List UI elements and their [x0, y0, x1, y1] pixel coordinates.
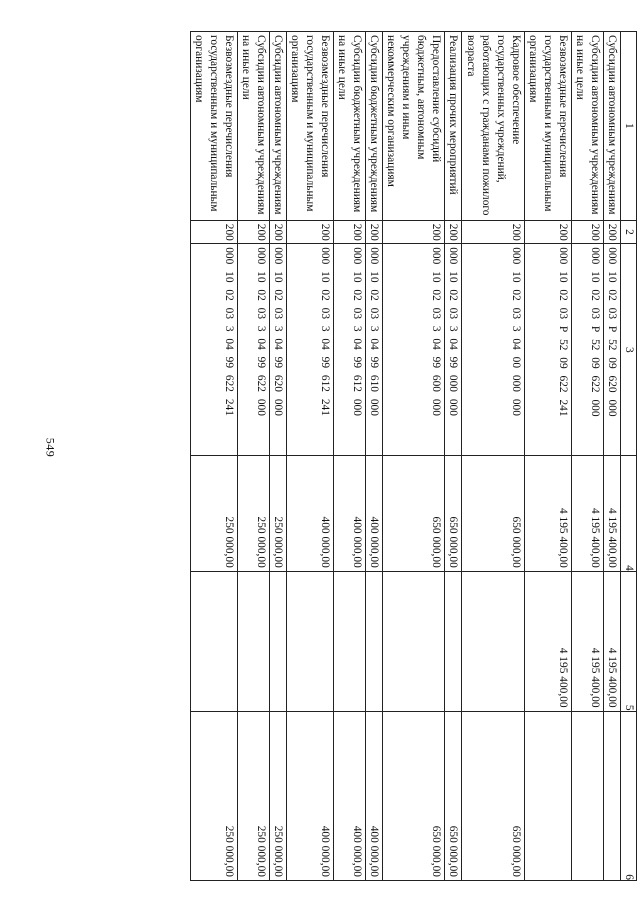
- row-amount-col6-cell: 400 000,00: [366, 711, 383, 880]
- row-amount-col5-cell: 4 195 400,00: [524, 571, 571, 711]
- row-amount-col6-cell: [603, 711, 620, 880]
- row-amount-col5-cell: [269, 571, 286, 711]
- row-name-cell: Субсидии автономным учреждениям: [603, 32, 620, 221]
- row-classification-code-cell: 000 10 02 03 3 04 99 000 000: [445, 244, 462, 456]
- table-row: [286, 32, 333, 881]
- table-row: [190, 32, 237, 881]
- row-amount-col4-cell: 650 000,00: [445, 456, 462, 571]
- row-admin-code-cell: 200: [524, 220, 571, 243]
- row-amount-col4-cell: 250 000,00: [190, 456, 237, 571]
- row-classification-code-cell: 000 10 02 03 Р 52 09 622 000: [571, 244, 603, 456]
- column-header-5: 5: [620, 571, 636, 711]
- column-header-2: 2: [620, 220, 636, 243]
- table-row: [366, 32, 383, 881]
- header-row: [620, 32, 636, 881]
- row-amount-col6-cell: [524, 711, 571, 880]
- row-amount-col6-cell: 650 000,00: [383, 711, 445, 880]
- row-name-cell: Субсидии автономным учреждениям на иные цели: [237, 32, 269, 221]
- row-amount-col5-cell: [334, 571, 366, 711]
- table-row: [445, 32, 462, 881]
- table-body: [190, 32, 620, 881]
- row-amount-col6-cell: 250 000,00: [190, 711, 237, 880]
- row-admin-code-cell: 200: [334, 220, 366, 243]
- row-admin-code-cell: 200: [603, 220, 620, 243]
- budget-table: [190, 31, 637, 881]
- row-name-cell: Безвозмездные перечисления государственным и муниципальным организациям: [286, 32, 333, 221]
- row-name-cell: Субсидии бюджетным учреждениям на иные цели: [334, 32, 366, 221]
- row-amount-col6-cell: 650 000,00: [445, 711, 462, 880]
- row-amount-col6-cell: 250 000,00: [269, 711, 286, 880]
- table-row: [237, 32, 269, 881]
- row-name-cell: Безвозмездные перечисления государственным и муниципальным организациям: [524, 32, 571, 221]
- row-classification-code-cell: 000 10 02 03 3 04 99 600 000: [383, 244, 445, 456]
- row-amount-col4-cell: 4 195 400,00: [524, 456, 571, 571]
- row-amount-col4-cell: 400 000,00: [366, 456, 383, 571]
- row-name-cell: Субсидии бюджетным учреждениям: [366, 32, 383, 221]
- row-amount-col5-cell: [237, 571, 269, 711]
- row-amount-col5-cell: [190, 571, 237, 711]
- row-classification-code-cell: 000 10 02 03 3 04 99 620 000: [269, 244, 286, 456]
- row-amount-col4-cell: 650 000,00: [462, 456, 524, 571]
- row-admin-code-cell: 200: [269, 220, 286, 243]
- page-number: 549: [43, 437, 58, 458]
- row-amount-col4-cell: 400 000,00: [334, 456, 366, 571]
- row-name-cell: Реализация прочих мероприятий: [445, 32, 462, 221]
- table-row: [269, 32, 286, 881]
- row-amount-col5-cell: [286, 571, 333, 711]
- row-classification-code-cell: 000 10 02 03 Р 52 09 620 000: [603, 244, 620, 456]
- column-header-4: 4: [620, 456, 636, 571]
- row-amount-col4-cell: 4 195 400,00: [571, 456, 603, 571]
- row-admin-code-cell: 200: [286, 220, 333, 243]
- table-row: [383, 32, 445, 881]
- table-row: [462, 32, 524, 881]
- row-admin-code-cell: 200: [571, 220, 603, 243]
- table-row: [524, 32, 571, 881]
- row-classification-code-cell: 000 10 02 03 3 04 00 000 000: [462, 244, 524, 456]
- row-amount-col4-cell: 250 000,00: [237, 456, 269, 571]
- row-amount-col5-cell: 4 195 400,00: [603, 571, 620, 711]
- row-amount-col6-cell: 400 000,00: [334, 711, 366, 880]
- row-name-cell: Субсидии автономным учреждениям на иные цели: [571, 32, 603, 221]
- row-amount-col4-cell: 400 000,00: [286, 456, 333, 571]
- row-name-cell: Безвозмездные перечисления государственным и муниципальным организациям: [190, 32, 237, 221]
- column-header-1: 1: [620, 32, 636, 221]
- row-name-cell: Субсидии автономным учреждениям: [269, 32, 286, 221]
- row-classification-code-cell: 000 10 02 03 Р 52 09 622 241: [524, 244, 571, 456]
- row-name-cell: Кадровое обеспечение государственных учреждений, работающих с гражданами пожилого возраста: [462, 32, 524, 221]
- table-row: [571, 32, 603, 881]
- row-classification-code-cell: 000 10 02 03 3 04 99 612 000: [334, 244, 366, 456]
- table-row: [334, 32, 366, 881]
- row-admin-code-cell: 200: [445, 220, 462, 243]
- row-amount-col6-cell: 250 000,00: [237, 711, 269, 880]
- row-classification-code-cell: 000 10 02 03 3 04 99 622 000: [237, 244, 269, 456]
- row-amount-col6-cell: 400 000,00: [286, 711, 333, 880]
- row-amount-col5-cell: 4 195 400,00: [571, 571, 603, 711]
- row-name-cell: Предоставление субсидий бюджетным, автономным учреждениям и иным некоммерческим организациям: [383, 32, 445, 221]
- row-admin-code-cell: 200: [237, 220, 269, 243]
- row-admin-code-cell: 200: [462, 220, 524, 243]
- row-admin-code-cell: 200: [190, 220, 237, 243]
- row-classification-code-cell: 000 10 02 03 3 04 99 612 241: [286, 244, 333, 456]
- row-amount-col5-cell: [462, 571, 524, 711]
- row-admin-code-cell: 200: [366, 220, 383, 243]
- row-classification-code-cell: 000 10 02 03 3 04 99 610 000: [366, 244, 383, 456]
- column-header-3: 3: [620, 244, 636, 456]
- row-amount-col5-cell: [445, 571, 462, 711]
- row-amount-col6-cell: [571, 711, 603, 880]
- row-amount-col4-cell: 4 195 400,00: [603, 456, 620, 571]
- row-admin-code-cell: 200: [383, 220, 445, 243]
- row-amount-col6-cell: 650 000,00: [462, 711, 524, 880]
- column-header-6: 6: [620, 711, 636, 880]
- row-amount-col5-cell: [383, 571, 445, 711]
- row-amount-col4-cell: 650 000,00: [383, 456, 445, 571]
- row-classification-code-cell: 000 10 02 03 3 04 99 622 241: [190, 244, 237, 456]
- table-row: [603, 32, 620, 881]
- row-amount-col5-cell: [366, 571, 383, 711]
- row-amount-col4-cell: 250 000,00: [269, 456, 286, 571]
